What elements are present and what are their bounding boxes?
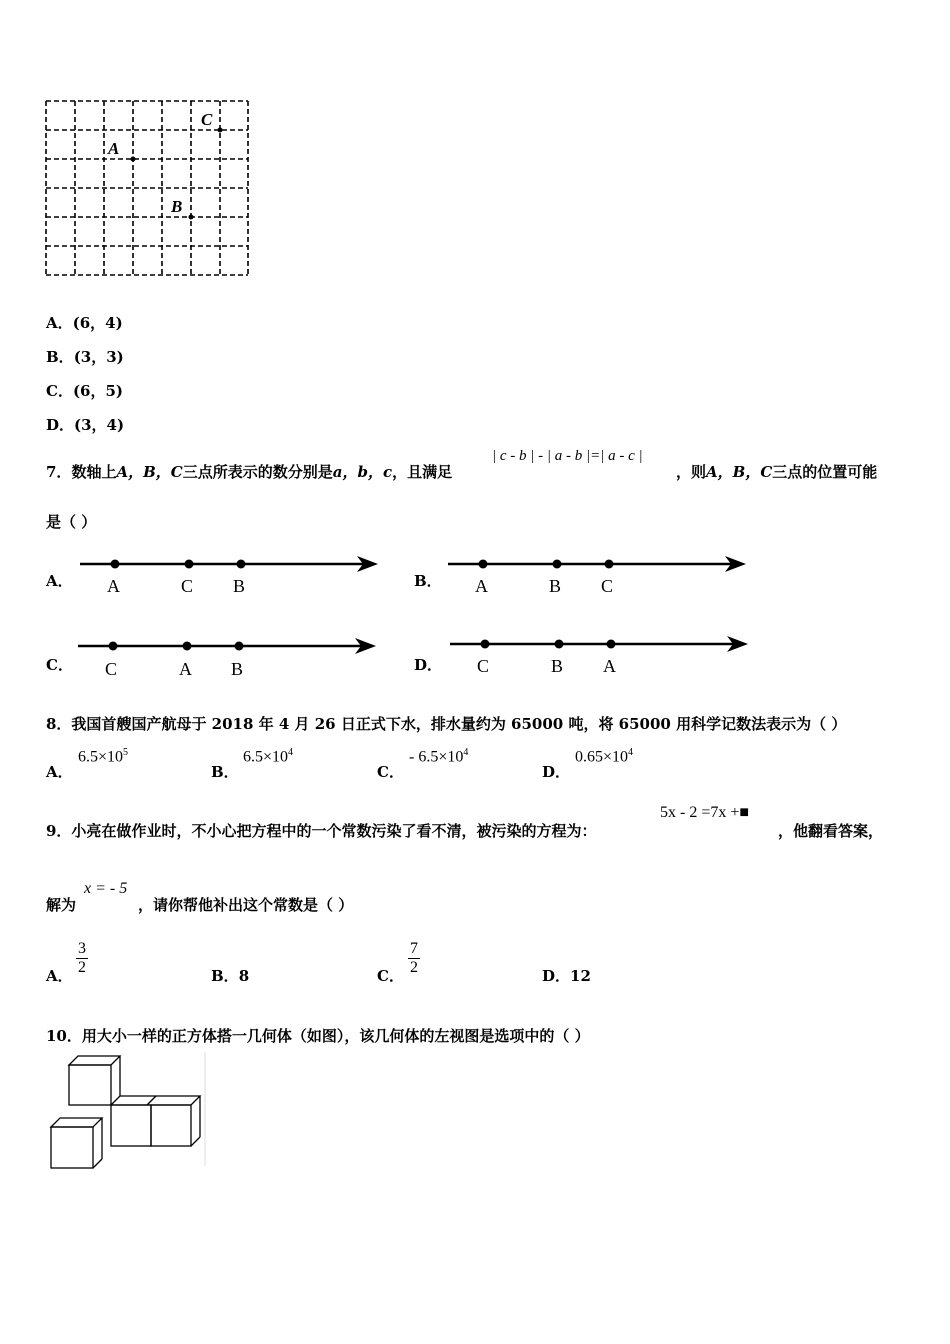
point-c-label: C [201, 110, 213, 129]
point-b-label: B [171, 197, 183, 216]
q8-option-d-value[interactable]: $0.65\times 10^4$ [575, 747, 634, 766]
q8-option-b-value[interactable]: $6.5\times 10^4$ [243, 747, 294, 766]
q7-option-c-numberline[interactable] [73, 632, 383, 682]
cube-solid-figure [45, 1052, 210, 1170]
q10-stem: 10．用大小一样的正方体搭一几何体（如图），该几何体的左视图是选项中的（ ） [46, 1027, 590, 1045]
q8-option-c-value[interactable]: - $6.5\times 10^4$ [409, 747, 469, 766]
point-c-dot [218, 128, 223, 133]
q9-solution: x = - 5 [84, 880, 128, 897]
q7-option-d-letter[interactable]: D． [414, 656, 443, 674]
q8-option-a-letter[interactable]: A． [46, 763, 73, 781]
q9-stem-line1-end: ，他翻看答案， [778, 822, 884, 840]
q9-option-c-fraction[interactable]: $\frac{7}{2}$ [410, 940, 418, 976]
q7b-label-1: A [475, 576, 488, 596]
q7b-label-3: C [601, 576, 614, 596]
q8-option-a-value[interactable]: $6.5\times 10^5$ [78, 747, 129, 766]
q9-option-d[interactable]: D．12 [542, 967, 591, 985]
q7-formula: | c - b | - | a - b |=| a - c | [492, 448, 643, 464]
q6-option-d[interactable]: D．(3，4) [46, 416, 125, 434]
q8-stem: 8．我国首艘国产航母于 2018 年 4 月 26 日正式下水，排水量约为 65000 吨，将 65000 用科学记数法表示为（ ） [46, 715, 847, 733]
q7d-label-2: B [551, 656, 564, 676]
q9-option-c-letter[interactable]: C． [377, 967, 404, 985]
q7b-label-2: B [549, 576, 562, 596]
q7a-label-1: A [107, 576, 120, 596]
q7c-label-2: A [179, 659, 192, 679]
q7-option-b-letter[interactable]: B． [414, 572, 442, 590]
q9-option-b[interactable]: B．8 [211, 967, 250, 985]
q9-stem-line2-end: ，请你帮他补出这个常数是（ ） [138, 896, 354, 914]
q8-option-c-letter[interactable]: C． [377, 763, 404, 781]
q7c-label-3: B [231, 659, 244, 679]
q7a-label-2: C [181, 576, 194, 596]
q7c-label-1: C [105, 659, 118, 679]
q6-option-c[interactable]: C．(6，5) [46, 382, 124, 400]
q7-stem-line1: 7．数轴上A，B，C三点所表示的数分别是a，b，c，且满足 [46, 463, 453, 481]
point-a-dot [131, 157, 136, 162]
q7-option-a-numberline[interactable] [75, 550, 385, 600]
q9-stem-line2-start: 解为 [46, 896, 77, 914]
q9-stem-line1: 9．小亮在做作业时，不小心把方程中的一个常数污染了看不清，被污染的方程为： [46, 822, 597, 840]
q8-option-b-letter[interactable]: B． [211, 763, 239, 781]
coordinate-grid-figure [40, 95, 255, 280]
q7-stem-line2: 是（ ） [46, 513, 97, 531]
q7-option-b-numberline[interactable] [443, 550, 753, 600]
q9-option-a-letter[interactable]: A． [46, 967, 73, 985]
q8-option-d-letter[interactable]: D． [542, 763, 571, 781]
q7d-label-1: C [477, 656, 490, 676]
q9-option-a-fraction[interactable]: $\frac{3}{2}$ [78, 940, 86, 976]
q7-stem-line1-end: ，则A，B，C三点的位置可能 [676, 463, 878, 481]
q9-equation: 5x - 2 =7x +■ [660, 804, 750, 821]
q7d-label-3: A [603, 656, 616, 676]
q7a-label-3: B [233, 576, 246, 596]
q6-option-a[interactable]: A．(6，4) [46, 314, 123, 332]
q7-option-a-letter[interactable]: A． [46, 572, 73, 590]
point-a-label: A [108, 139, 120, 158]
q6-option-b[interactable]: B．(3，3) [46, 348, 124, 366]
point-b-dot [189, 215, 194, 220]
q7-option-d-numberline[interactable] [445, 630, 755, 680]
q7-option-c-letter[interactable]: C． [46, 656, 73, 674]
